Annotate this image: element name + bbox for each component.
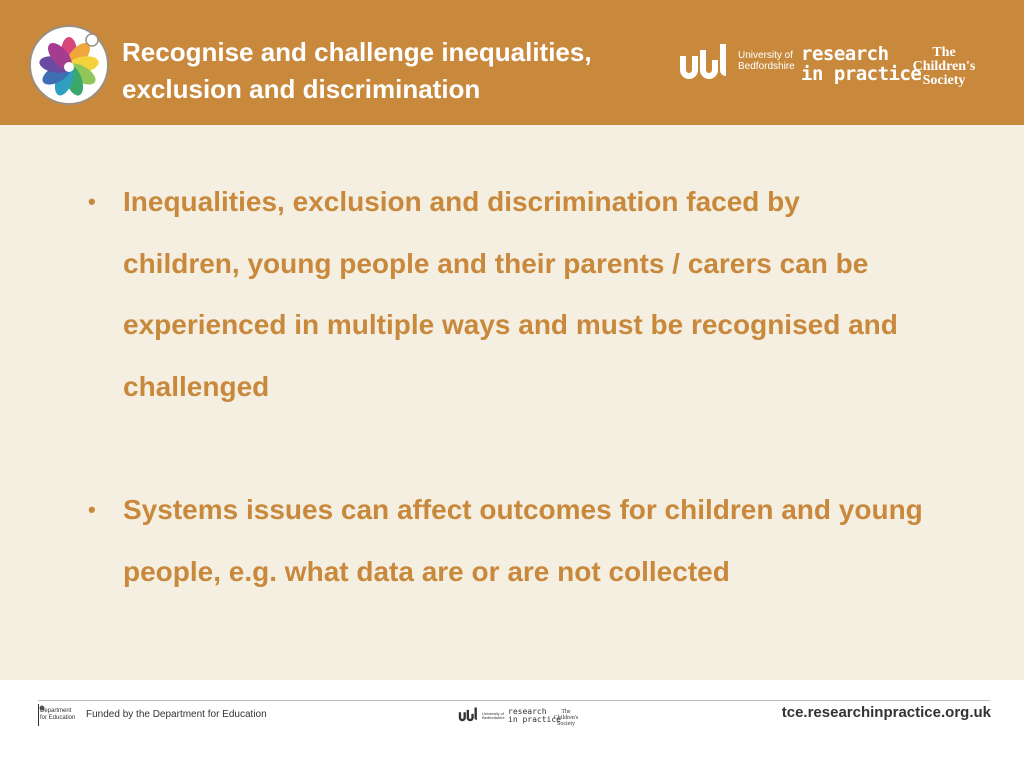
- page-title: [122, 34, 642, 108]
- mini-uob-label: [482, 712, 506, 720]
- mini-rip-line-1: research: [508, 707, 547, 716]
- footer-bar: [0, 680, 1024, 768]
- footer-divider: [38, 700, 990, 701]
- university-bedfordshire-logo-icon: [678, 42, 734, 84]
- header-bar: [0, 0, 1024, 125]
- mini-tcs-line-2: Children's: [553, 715, 579, 721]
- dfe-line-1: Department: [40, 708, 72, 714]
- mini-uob-line-2: Bedfordshire: [482, 715, 505, 720]
- mini-tcs-logo: [550, 709, 582, 727]
- tcs-line-3: Society: [922, 73, 966, 88]
- bullet-marker: •: [88, 189, 96, 214]
- title-line-2: exclusion and discrimination: [122, 74, 481, 104]
- mini-uob-logo-icon: [458, 706, 480, 724]
- slide-content: [0, 125, 1024, 680]
- bullet-marker: •: [88, 497, 96, 522]
- site-url: tce.researchinpractice.org.uk: [781, 704, 991, 721]
- uob-line-2: Bedfordshire: [738, 61, 795, 72]
- department-for-education-logo: [40, 708, 80, 721]
- rip-line-1: research: [801, 43, 889, 65]
- university-bedfordshire-label: [738, 50, 800, 72]
- mini-uob-line-1: University of: [482, 711, 505, 716]
- childrens-society-logo: [905, 46, 983, 88]
- mini-rip-line-2: in practice: [508, 715, 561, 724]
- flower-emblem-icon: [28, 24, 110, 106]
- funded-by-text: Funded by the Department for Education: [86, 709, 267, 720]
- tcs-line-1: The: [932, 45, 956, 60]
- bullet-item-2: [88, 479, 923, 602]
- research-in-practice-logo: [801, 44, 921, 84]
- mini-tcs-line-3: Society: [557, 721, 575, 727]
- mini-tcs-line-1: The: [561, 709, 571, 715]
- title-line-1: Recognise and challenge inequalities,: [122, 37, 592, 67]
- bullet-item-1: [88, 171, 923, 417]
- bullet-text: Inequalities, exclusion and discrimination faced by children, young people and their parents / carers can be experienced in multiple ways and must be recognised and challenged: [123, 186, 898, 402]
- bullet-text: Systems issues can affect outcomes for children and young people, e.g. what data are or are not collected: [123, 494, 923, 587]
- footer-partner-logos: [458, 702, 588, 728]
- dfe-line-2: for Education: [40, 714, 76, 721]
- tcs-line-2: Children's: [912, 59, 976, 74]
- uob-line-1: University of: [738, 50, 794, 61]
- rip-line-2: in practice: [801, 63, 922, 85]
- partner-logos: [678, 38, 998, 94]
